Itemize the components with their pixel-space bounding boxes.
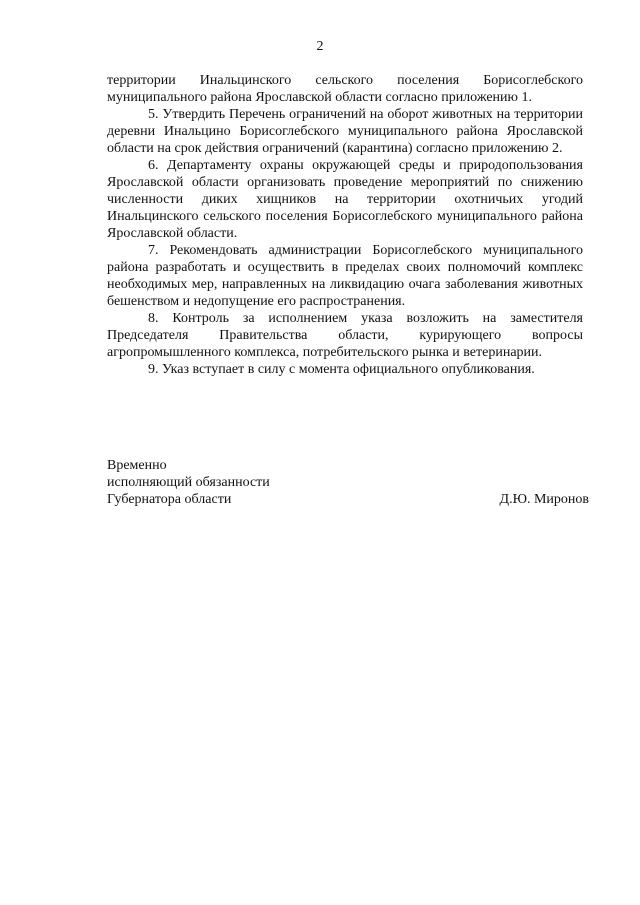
signature-row	[107, 491, 589, 508]
signature-title-line-2: исполняющий обязанности	[107, 475, 270, 490]
paragraph-item-9: 9. Указ вступает в силу с момента официального опубликования.	[148, 362, 535, 377]
signature-block	[107, 457, 589, 508]
paragraph-item-5: 5. Утвердить Перечень ограничений на оборот животных на территории деревни Инальцино Борисоглебского муниципального района Ярославской области на срок действия ограничений (карантина) согласно приложению 2.	[107, 107, 583, 156]
paragraph-continuation: территории Инальцинского сельского поселения Борисоглебского муниципального района Ярославской области согласно приложению 1.	[107, 73, 583, 105]
signature-position: Губернатора области	[107, 492, 232, 507]
signature-title-line-1: Временно	[107, 458, 167, 473]
paragraph-item-8: 8. Контроль за исполнением указа возложить на заместителя Председателя Правительства области, курирующего вопросы агропромышленного комплекса, потребительского рынка и ветеринарии.	[107, 311, 583, 360]
signatory-name: Д.Ю. Миронов	[499, 492, 589, 507]
page-number: 2	[316, 39, 324, 54]
paragraph-item-6: 6. Департаменту охраны окружающей среды и природопользования Ярославской области организовать проведение мероприятий по снижению численности диких хищников на территории охотничьих угодий Инальцинского сельского поселения Борисоглебского муниципального района Ярославской области.	[107, 158, 583, 241]
paragraph-item-7: 7. Рекомендовать администрации Борисоглебского муниципального района разработать и осуществить в пределах своих полномочий комплекс необходимых мер, направленных на ликвидацию очага заболевания животных бешенством и недопущение его распространения.	[107, 243, 583, 309]
decree-body	[107, 72, 583, 378]
